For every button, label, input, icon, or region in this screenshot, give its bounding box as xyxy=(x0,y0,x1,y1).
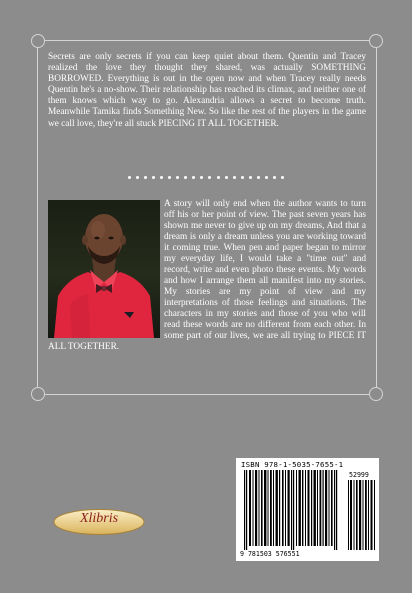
price-code: 52999 xyxy=(349,471,369,479)
author-bio: A story will only end when the author wants to turn off his or her point of view. The past seven years has shown me never to give up on my dreams, And that a dream is only a dream unless you are working toward it coming true. When pen and paper began to mirror my everyday life, I would take a "time out" and record, write and even photo these events. My words and how I arrange them all manifest into my stories. My stories are my point of view and my interpretations of those feelings and situations. The characters in my stories and those of you who will read these words are no different from each other. In some part of our lives, we are all trying to PIECE IT ALL TOGETHER. xyxy=(48,199,366,352)
barcode-digits: 9 781503 576551 xyxy=(240,550,300,558)
frame-corner xyxy=(369,34,383,48)
isbn-label: ISBN 978-1-5035-7655-1 xyxy=(241,460,344,469)
dotted-divider xyxy=(128,176,284,182)
frame-corner xyxy=(31,34,45,48)
publisher-logo: Xlibris xyxy=(79,511,119,526)
frame-corner xyxy=(369,387,383,401)
book-blurb: Secrets are only secrets if you can keep quiet about them. Quentin and Tracey realized the love they thought they shared, was actually SOMETHING BORROWED. Everything is out in the open now and when Tracey really needs Quentin he's a no-show. Their relationship has reached its climax, and neither one of them knows which way to go. Alexandria allows a secret to become truth. Meanwhile Tamika finds Something New. So like the rest of the players in the game we call love, they're all stuck PIECING IT ALL TOGETHER. xyxy=(48,52,366,129)
barcode xyxy=(236,458,379,561)
frame-corner xyxy=(31,387,45,401)
